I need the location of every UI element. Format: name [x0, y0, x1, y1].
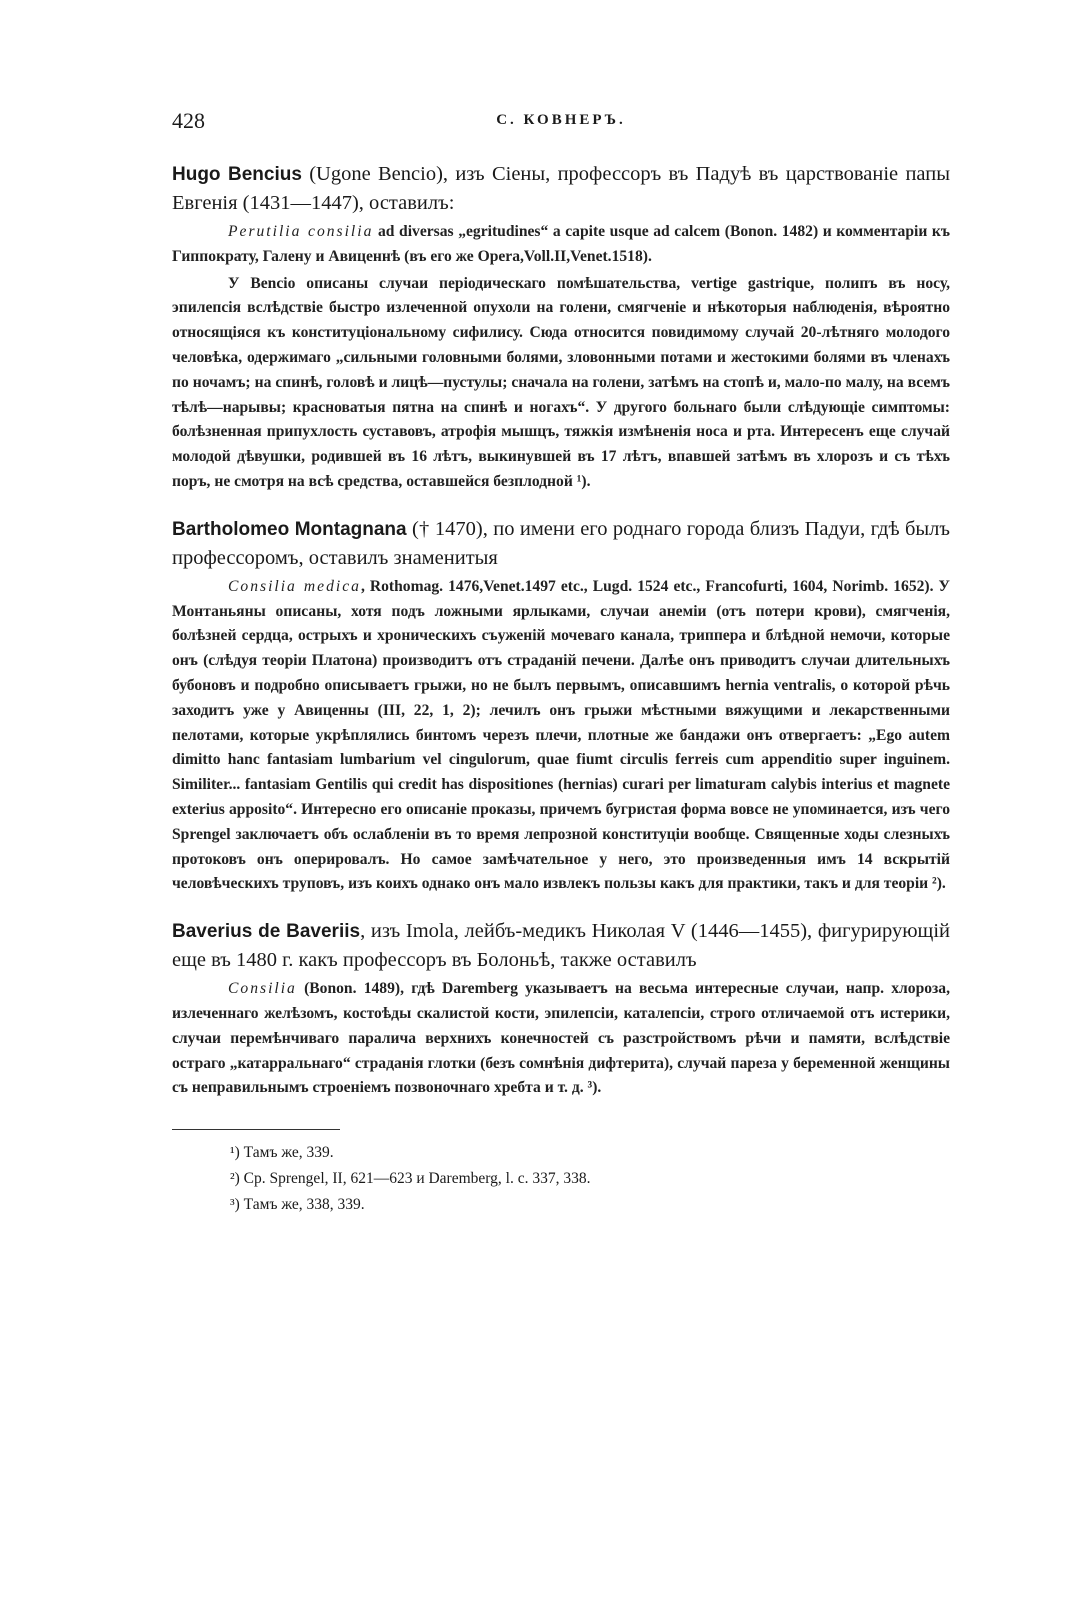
page-header — [172, 108, 950, 140]
entry-lead-text: († 1470), по имени его роднаго города близъ Падуи, гдѣ былъ профессоромъ, оставилъ знаменитыя — [172, 517, 950, 569]
entry-montagnana — [172, 515, 950, 897]
running-head: С. КОВНЕРЪ. — [496, 112, 626, 128]
footnote-2: ²) Cp. Sprengel, II, 621—623 и Daremberg, l. c. 337, 338. — [230, 1170, 591, 1188]
entry-body-text: , Rothomag. 1476,Venet.1497 etc., Lugd. 1524 etc., Francofurti, 1604, Norimb. 1652). У Монтаньяны описаны, хотя подъ ложными ярлыками, случаи анеміи (отъ потери крови), смягченія, болѣзней сердца, острыхъ и хроническихъ съуженій мочеваго канала, триппера и блѣдной немочи, которые онъ (слѣдуя теоріи Платона) производитъ отъ страданій печени. Далѣе онъ приводитъ случаи длительныхъ бубоновъ и подробно описываетъ грыжи, но не былъ первымъ, описавшимъ hernia ventralis, о которой рѣчь заходитъ уже у Авиценны (III, 22, 1, 2); лечилъ онъ грыжи мѣстными вяжущими и лекарственными пелотами, которые укрѣплялись бинтомъ черезъ плечи, плотные же бандажи онъ отвергаетъ: „Ego autem dimitto hanc fantasiam lumbarium vel cingulorum, quae fiumt circulis ferreis cum appenditio super inguinem. Similiter... fantasiam Gentilis qui credit has dispositiones (hernias) curari per limaturam calybis interius et magnete exterius apposito“. Интересно его описаніе проказы, причемъ бугристая форма вовсе не упоминается, изъ чего Sprengel заключаетъ объ ослабленіи въ то время лепрозной конституціи вообще. Священные ходы слезныхъ протоковъ онъ оперировалъ. Но самое замѣчательное у него, это произведенныя имъ 14 вскрытій человѣческихъ труповъ, изъ коихъ однако онъ мало извлекъ пользы какъ для практики, такъ и для теоріи ²). — [172, 577, 950, 893]
entry-name: Bartholomeo Montagnana — [172, 518, 407, 540]
entry-body — [172, 977, 950, 1101]
footnote-3: ³) Тамъ же, 338, 339. — [230, 1196, 365, 1214]
entry-body-text: ad diversas „egritudines“ a capite usque ad calcem (Bonon. 1482) и комментаріи къ Гиппократу, Галену и Авиценнѣ (въ его же Opera,Voll.II,Venet.1518). — [172, 223, 950, 265]
entry-name: Hugo Bencius — [172, 164, 302, 185]
document-page — [172, 108, 950, 1218]
entry-lead-text: , изъ Imola, лейбъ-медикъ Николая V (1446—1455), фигурирующій еще въ 1480 г. какъ профессоръ въ Болоньѣ, также оставилъ — [172, 920, 950, 972]
entry-body — [172, 220, 950, 270]
entry-name: Baverius de Baveriis — [172, 921, 361, 943]
entry-body — [172, 575, 950, 897]
work-title: Consilia — [228, 980, 297, 998]
page-number: 428 — [172, 108, 205, 133]
entry-paragraph: У Bencio описаны случаи періодическаго помѣшательства, vertige gastrique, полипъ въ носу, эпилепсія вслѣдствіе быстро излеченной опухоли на голени, смягченіе и нѣкоторыя наблюденія, вѣроятно относящіяся къ конституціональному сифилису. Сюда относится повидимому случай 20-лѣтняго молодого человѣка, одержимаго „сильными головными болями, зловонными потами и жестокими болями въ членахъ по ночамъ; на спинѣ, головѣ и лицѣ—пустулы; сначала на голени, затѣмъ на стопѣ и, мало-по малу, на всемъ тѣлѣ—нарывы; красноватыя пятна на спинѣ и ногахъ“. У другого больнаго были слѣдующіе симптомы: болѣзненная припухлость суставовъ, атрофія мышцъ, тяжкія измѣненія носа и рта. Интересенъ еще случай молодой дѣвушки, родившей въ 16 лѣтъ, выкинувшей въ 17 лѣтъ, впавшей затѣмъ въ хлорозъ и съ тѣхъ поръ, не смотря на всѣ средства, оставшейся безплодной ¹). — [172, 274, 950, 490]
entry-baverius — [172, 917, 950, 1101]
work-title: Consilia medica — [228, 577, 361, 595]
footnote-1: ¹) Тамъ же, 339. — [230, 1144, 334, 1162]
entry-lead — [172, 917, 950, 975]
entry-body-text: (Bonon. 1489), гдѣ Daremberg указываетъ на весьма интересные случаи, напр. хлороза, излеченнаго желѣзомъ, костоѣды скалистой кости, эпилепсіи, каталепсіи, строго отличаемой отъ истерики, случаи перемѣнчиваго паралича верхнихъ конечностей съ разстройствомъ рѣчи и памяти, вслѣдствіе остраго „катарральнаго“ страданія глотки (безъ сомнѣнія дифтерита), случай пареза у беременной женщины съ неправильнымъ строеніемъ позвоночнаго хребта и т. д. ³). — [172, 980, 950, 1097]
entry-lead — [172, 160, 950, 218]
footnote-divider — [172, 1129, 340, 1130]
footnotes — [172, 1140, 950, 1218]
entry-lead — [172, 515, 950, 573]
entry-bencius — [172, 160, 950, 495]
entry-lead-text: (Ugone Bencio), изъ Сіены, профессоръ въ Падуѣ въ царствованіе папы Евгенія (1431—1447), оставилъ: — [172, 163, 950, 214]
work-title: Perutilia consilia — [228, 223, 374, 240]
